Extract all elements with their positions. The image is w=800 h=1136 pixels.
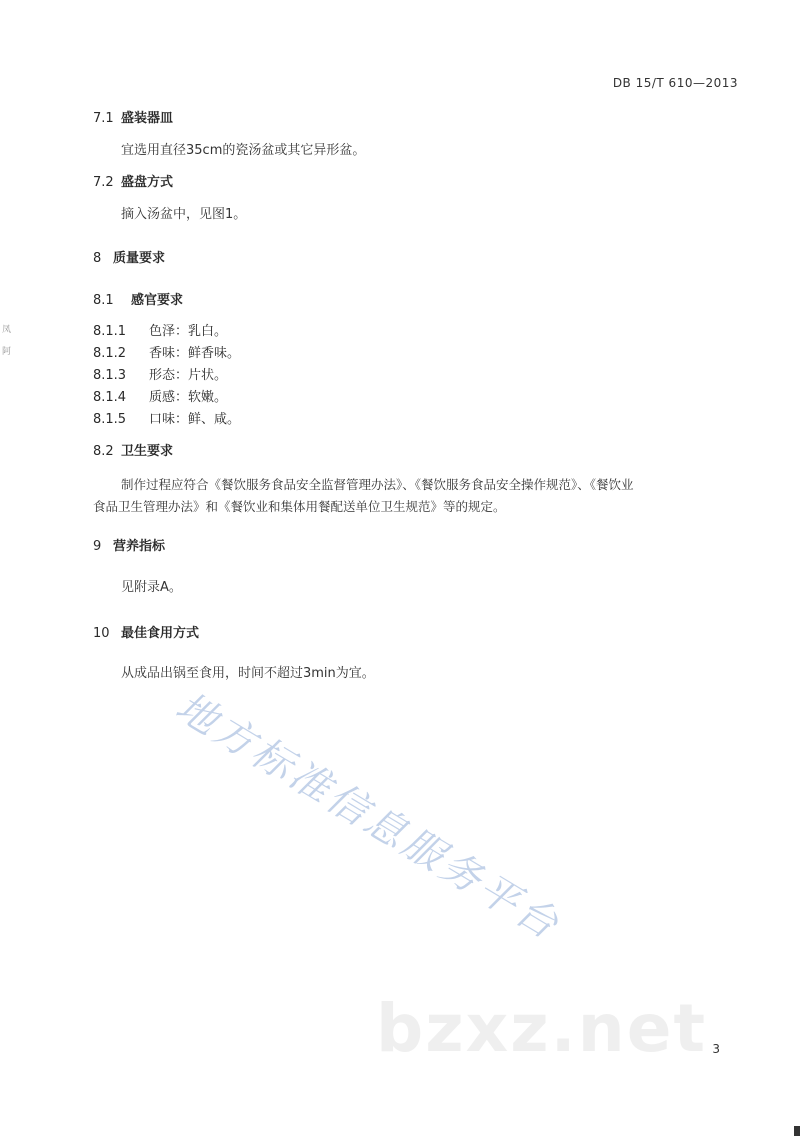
watermark: 地方标准信息服务平台 [167, 683, 569, 950]
section-heading [93, 440, 173, 459]
paragraph: 食品卫生管理办法》和《餐饮业和集体用餐配送单位卫生规范》等的规定。 [93, 499, 506, 514]
page-number: 3 [712, 1042, 720, 1056]
section-number: 7.2 [93, 175, 114, 190]
scan-edge-mark [794, 1126, 800, 1136]
section-heading [93, 247, 165, 266]
paragraph: 制作过程应符合《餐饮服务食品安全监督管理办法》、《餐饮服务食品安全操作规范》、《餐饮业 [121, 477, 634, 492]
section-heading [93, 107, 173, 126]
margin-mark: 阿 [2, 347, 12, 357]
item-number: 8.1.2 [93, 346, 127, 361]
paragraph: 见附录A。 [121, 580, 182, 595]
item-number: 8.1.1 [93, 324, 127, 339]
section-number: 7.1 [93, 111, 114, 126]
section-number: 10 [93, 626, 110, 641]
list-item [93, 342, 240, 361]
item-text: 形态：片状。 [149, 368, 228, 383]
section-title: 盛盘方式 [121, 175, 174, 190]
paragraph: 宜选用直径35cm的瓷汤盆或其它异形盆。 [121, 143, 366, 158]
section-number: 8.2 [93, 444, 114, 459]
section-title: 营养指标 [113, 539, 166, 554]
item-number: 8.1.3 [93, 368, 127, 383]
section-heading [93, 171, 173, 190]
item-text: 质感：软嫩。 [149, 390, 228, 405]
item-text: 香味：鲜香味。 [149, 346, 241, 361]
section-title: 感官要求 [131, 293, 184, 308]
section-title: 卫生要求 [121, 444, 174, 459]
item-text: 口味：鲜、咸。 [149, 412, 241, 427]
paragraph: 摘入汤盆中，见图1。 [121, 207, 247, 222]
margin-mark: 凤 [2, 325, 12, 335]
item-number: 8.1.5 [93, 412, 127, 427]
section-number: 8 [93, 251, 102, 266]
section-number: 9 [93, 539, 102, 554]
paragraph: 从成品出锅至食用，时间不超过3min为宜。 [121, 666, 375, 681]
list-item [93, 408, 240, 427]
section-title: 盛装器皿 [121, 111, 174, 126]
section-title: 质量要求 [113, 251, 166, 266]
section-heading [93, 289, 183, 308]
item-text: 色泽：乳白。 [149, 324, 228, 339]
section-heading [93, 622, 199, 641]
document-code: DB 15/T 610—2013 [612, 76, 738, 90]
list-item [93, 364, 227, 383]
section-number: 8.1 [93, 293, 114, 308]
item-number: 8.1.4 [93, 390, 127, 405]
site-logo: bzxz.net [376, 990, 708, 1067]
list-item [93, 386, 227, 405]
list-item [93, 320, 227, 339]
section-title: 最佳食用方式 [121, 626, 200, 641]
section-heading [93, 535, 165, 554]
